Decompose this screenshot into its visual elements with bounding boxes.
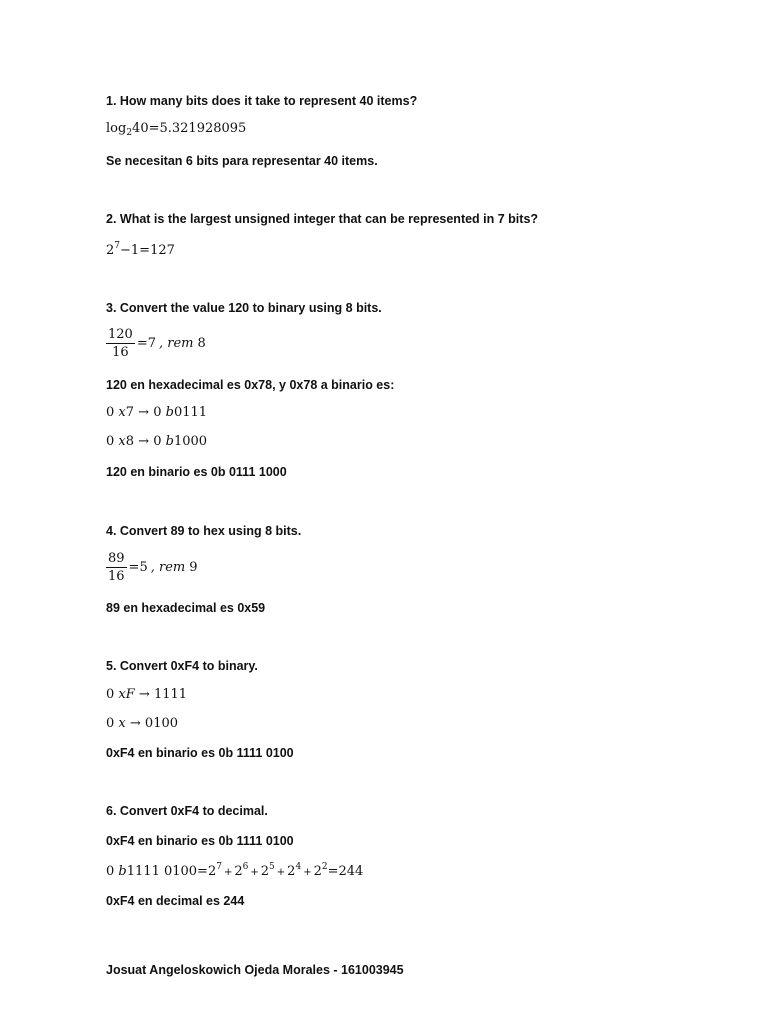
q4-rem-value: 9	[189, 560, 198, 575]
q6-term-exponent: 7	[216, 862, 222, 872]
q6-term-separator: +	[303, 867, 312, 878]
q6-eq-prefix: 0	[106, 864, 115, 879]
q3-conv2-prefix: 0	[106, 434, 115, 449]
q1-eq-log: log	[106, 121, 127, 136]
q6-term-separator: +	[223, 867, 233, 878]
q6-term-separator: +	[250, 867, 259, 878]
q3-fraction-equation	[106, 327, 206, 360]
q2-eq-base: 2	[106, 243, 115, 258]
q1-eq-rest: 40=5.321928095	[132, 121, 247, 136]
q1-equation	[106, 121, 246, 137]
q6-power-term	[314, 864, 364, 879]
q4-fraction-result: =5	[128, 560, 148, 575]
q5-title: 5. Convert 0xF4 to binary.	[106, 659, 258, 673]
q2-eq-rest: −1=127	[120, 243, 175, 258]
q3-hex-note: 120 en hexadecimal es 0x78, y 0x78 a binario es:	[106, 378, 395, 392]
q2-equation	[106, 243, 175, 259]
q6-term-exponent: 5	[269, 862, 275, 872]
q6-term-base: 2	[207, 864, 217, 879]
q5-answer: 0xF4 en binario es 0b 1111 0100	[106, 746, 294, 760]
q4-rem-label: , rem	[150, 560, 186, 575]
q3-conv2-rest: 8 → 0	[125, 434, 162, 449]
q3-conv2-b: b	[165, 434, 174, 449]
q6-equation	[106, 864, 363, 881]
q6-term-exponent: 2	[321, 862, 328, 872]
q6-power-term	[234, 864, 260, 879]
q4-fraction-numerator: 89	[108, 551, 125, 566]
q6-power-term	[261, 864, 287, 879]
q3-fraction-numerator: 120	[108, 327, 133, 342]
q5-conv2-rest: → 0100	[129, 716, 179, 731]
q5-conv2-prefix: 0	[106, 716, 115, 731]
author-footer: Josuat Angeloskowich Ojeda Morales - 161003945	[106, 963, 404, 977]
q4-fraction-equation	[106, 551, 198, 584]
q5-conv1-prefix: 0	[106, 687, 115, 702]
q6-term-base: 2	[313, 864, 322, 879]
q4-title: 4. Convert 89 to hex using 8 bits.	[106, 524, 302, 538]
q1-title: 1. How many bits does it take to represent 40 items?	[106, 94, 418, 108]
q3-conversion-2	[106, 434, 207, 450]
q6-title: 6. Convert 0xF4 to decimal.	[106, 804, 268, 818]
q3-rem-label: , rem	[159, 336, 194, 351]
q3-title: 3. Convert the value 120 to binary using 8 bits.	[106, 301, 382, 315]
q4-fraction	[106, 551, 127, 584]
q3-conv1-prefix: 0	[106, 405, 115, 420]
q6-eq-b: b	[118, 864, 127, 879]
q3-rem-value: 8	[197, 336, 206, 351]
q6-term-base: 2	[260, 864, 270, 879]
q6-term-separator: =244	[327, 864, 364, 879]
q3-conv1-b: b	[165, 405, 174, 420]
q6-answer: 0xF4 en decimal es 244	[106, 894, 245, 908]
q2-title: 2. What is the largest unsigned integer that can be represented in 7 bits?	[106, 212, 539, 226]
q5-conversion-1	[106, 687, 187, 703]
q3-fraction	[106, 327, 135, 360]
q5-conv1-rest: → 1111	[138, 687, 188, 702]
q3-conv2-x: x	[118, 434, 126, 449]
q2-eq-exp: 7	[114, 241, 121, 251]
q6-term-separator: +	[276, 867, 286, 878]
q4-fraction-denominator: 16	[108, 569, 125, 584]
q6-term-exponent: 6	[242, 862, 249, 872]
q3-conversion-1	[106, 405, 207, 421]
q3-conv1-end: 0111	[173, 405, 208, 420]
q5-conversion-2	[106, 716, 178, 732]
q3-conv1-x: x	[118, 405, 126, 420]
q6-binary-note: 0xF4 en binario es 0b 1111 0100	[106, 834, 294, 848]
q6-term-exponent: 4	[295, 862, 302, 872]
q6-term-base: 2	[287, 864, 296, 879]
q3-fraction-result: =7	[136, 336, 156, 351]
q3-fraction-denominator: 16	[112, 345, 129, 360]
q6-power-terms	[208, 864, 363, 879]
q6-term-base: 2	[234, 864, 243, 879]
q6-eq-lhs: 1111 0100=	[126, 864, 208, 879]
q3-answer: 120 en binario es 0b 0111 1000	[106, 465, 287, 479]
q1-answer: Se necesitan 6 bits para representar 40 items.	[106, 154, 378, 168]
q3-conv1-rest: 7 → 0	[125, 405, 162, 420]
q5-conv2-x: x	[118, 716, 126, 731]
q4-answer: 89 en hexadecimal es 0x59	[106, 601, 266, 615]
q6-power-term	[208, 864, 234, 879]
q1-eq-base: 2	[126, 128, 133, 138]
q6-power-term	[287, 864, 313, 879]
q5-conv1-x: xF	[118, 687, 135, 702]
q3-conv2-end: 1000	[173, 434, 208, 449]
